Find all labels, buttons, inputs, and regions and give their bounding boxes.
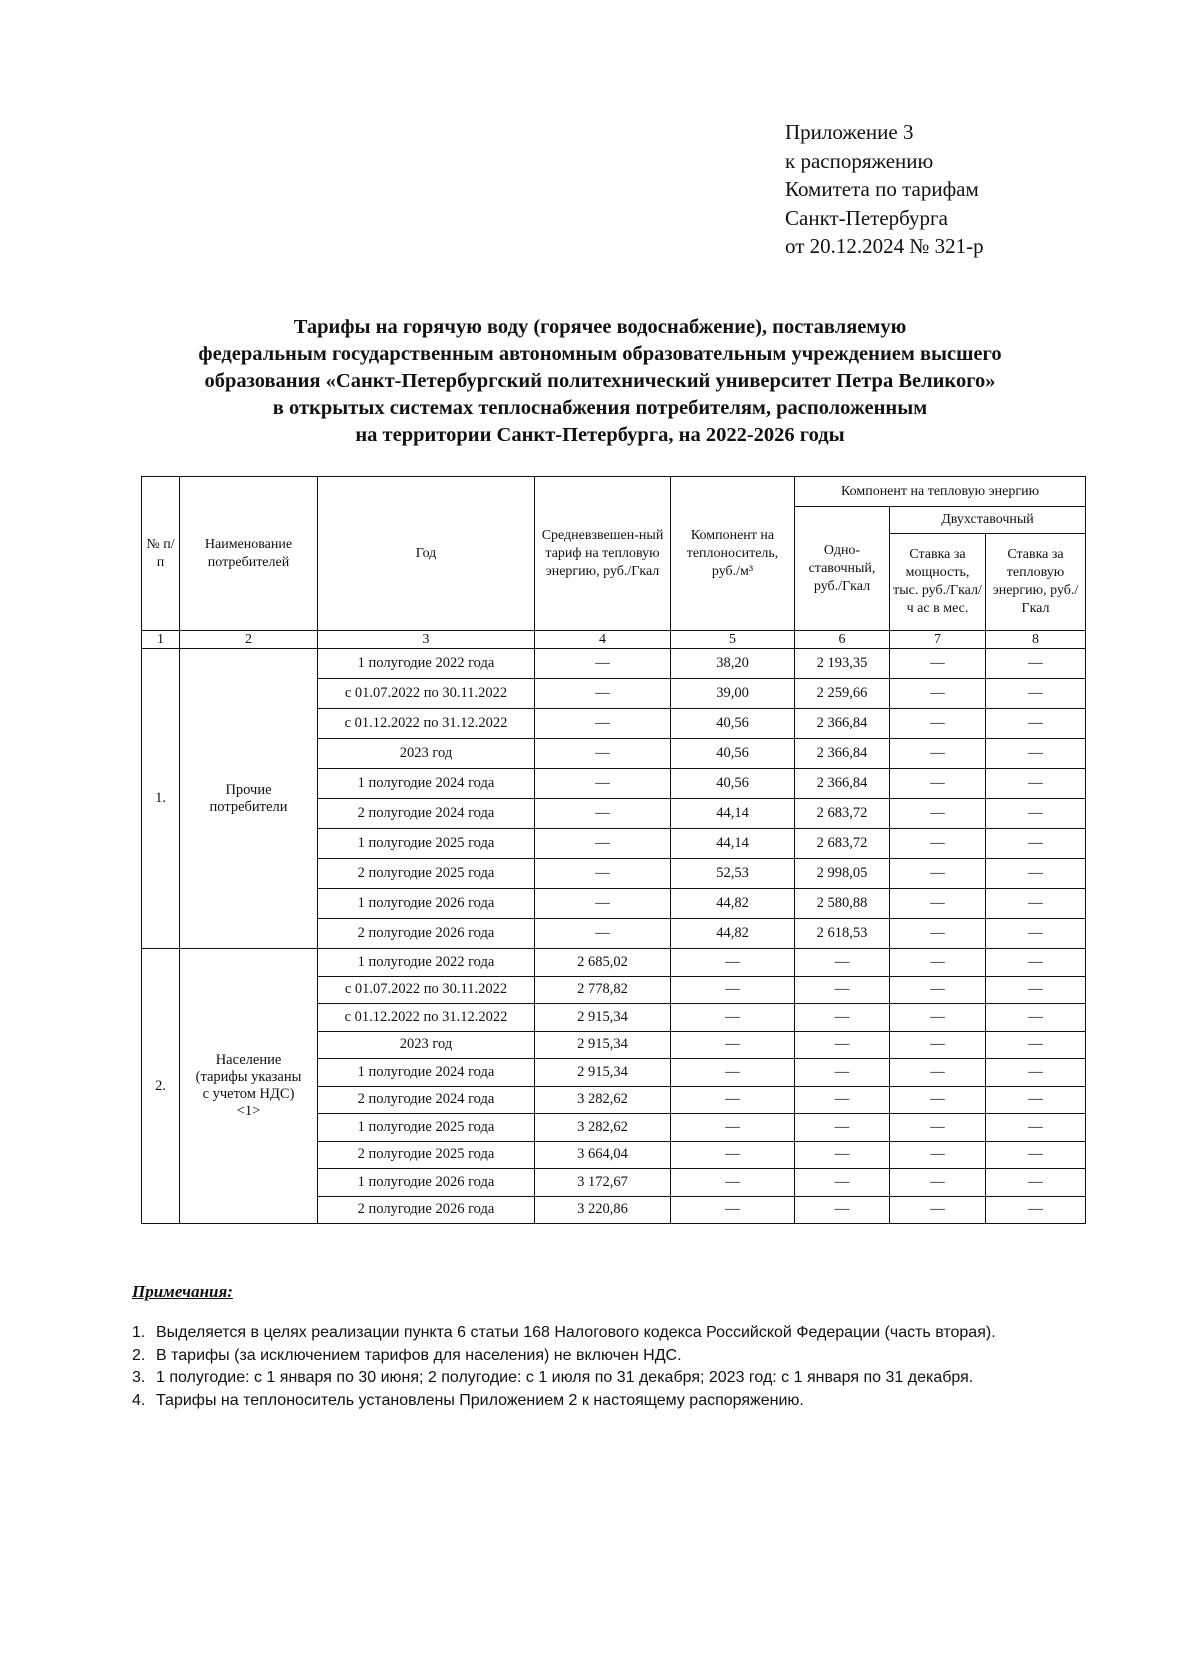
period-cell: 2 полугодие 2025 года [318,859,535,889]
period-cell: 1 полугодие 2022 года [318,949,535,977]
carrier-cell: — [671,976,795,1004]
consumer-name-cell: Прочие потребители [180,649,318,949]
carrier-cell: 40,56 [671,739,795,769]
note-number: 4. [132,1391,146,1409]
capacity-rate-cell: — [890,1059,986,1087]
period-cell: с 01.12.2022 по 31.12.2022 [318,1004,535,1032]
notes-list [132,1322,996,1412]
capacity-rate-cell: — [890,1141,986,1169]
capacity-rate-cell: — [890,769,986,799]
capacity-rate-cell: — [890,799,986,829]
table-row [142,949,1086,977]
period-cell: с 01.07.2022 по 30.11.2022 [318,976,535,1004]
avg-tariff-cell: — [535,829,671,859]
header-carrier: Компонент на теплоноситель, руб./м³ [671,477,795,631]
avg-tariff-cell: — [535,889,671,919]
col-number: 5 [671,631,795,649]
single-rate-cell: — [795,1141,890,1169]
header-thermal-component: Компонент на тепловую энергию [795,477,1086,507]
energy-rate-cell: — [986,679,1086,709]
capacity-rate-cell: — [890,859,986,889]
avg-tariff-cell: — [535,649,671,679]
energy-rate-cell: — [986,859,1086,889]
capacity-rate-cell: — [890,949,986,977]
header-capacity-rate: Ставка за мощность, тыс. руб./Гкал/ч ас в мес. [890,534,986,631]
energy-rate-cell: — [986,1196,1086,1224]
carrier-cell: — [671,1031,795,1059]
capacity-rate-cell: — [890,889,986,919]
col-number: 8 [986,631,1086,649]
single-rate-cell: 2 366,84 [795,739,890,769]
single-rate-cell: 2 366,84 [795,709,890,739]
avg-tariff-cell: 2 915,34 [535,1031,671,1059]
energy-rate-cell: — [986,889,1086,919]
single-rate-cell: 2 683,72 [795,799,890,829]
energy-rate-cell: — [986,709,1086,739]
avg-tariff-cell: 2 915,34 [535,1004,671,1032]
energy-rate-cell: — [986,769,1086,799]
single-rate-cell: 2 259,66 [795,679,890,709]
note-item [132,1345,996,1368]
title-line: Тарифы на горячую воду (горячее водоснабжение), поставляемую [293,316,907,338]
period-cell: с 01.07.2022 по 30.11.2022 [318,679,535,709]
column-number-row [142,631,1086,649]
period-cell: 1 полугодие 2026 года [318,1169,535,1197]
note-item [132,1390,996,1413]
avg-tariff-cell: 3 664,04 [535,1141,671,1169]
col-number: 1 [142,631,180,649]
energy-rate-cell: — [986,949,1086,977]
single-rate-cell: — [795,1086,890,1114]
carrier-cell: 39,00 [671,679,795,709]
energy-rate-cell: — [986,649,1086,679]
single-rate-cell: — [795,1196,890,1224]
carrier-cell: 38,20 [671,649,795,679]
capacity-rate-cell: — [890,739,986,769]
single-rate-cell: — [795,1004,890,1032]
period-cell: 1 полугодие 2025 года [318,829,535,859]
avg-tariff-cell: 2 915,34 [535,1059,671,1087]
appendix-line: Приложение 3 [785,120,914,144]
header-single-rate: Одно-ставочный, руб./Гкал [795,507,890,631]
carrier-cell: — [671,1196,795,1224]
appendix-line: Санкт-Петербурга [785,205,948,230]
carrier-cell: — [671,1004,795,1032]
period-cell: 2023 год [318,739,535,769]
note-item [132,1367,996,1390]
carrier-cell: 44,14 [671,829,795,859]
energy-rate-cell: — [986,799,1086,829]
single-rate-cell: 2 366,84 [795,769,890,799]
period-cell: 1 полугодие 2024 года [318,1059,535,1087]
note-number: 2. [132,1346,146,1364]
single-rate-cell: — [795,1169,890,1197]
header-consumer: Наименование потребителей [180,477,318,631]
note-item [132,1322,996,1345]
period-cell: 1 полугодие 2026 года [318,889,535,919]
carrier-cell: — [671,1059,795,1087]
appendix-line: к распоряжению [785,148,934,173]
group-number-cell: 2. [142,949,180,1224]
period-cell: 2 полугодие 2024 года [318,799,535,829]
capacity-rate-cell: — [890,679,986,709]
note-number: 3. [132,1369,146,1386]
energy-rate-cell: — [986,976,1086,1004]
carrier-cell: — [671,949,795,977]
energy-rate-cell: — [986,1031,1086,1059]
single-rate-cell: — [795,949,890,977]
avg-tariff-cell: — [535,679,671,709]
tariffs-table [141,476,1086,1224]
note-text: Тарифы на теплоноситель установлены Приложением 2 к настоящему распоряжению. [156,1391,804,1409]
avg-tariff-cell: 3 172,67 [535,1169,671,1197]
note-text: Выделяется в целях реализации пункта 6 статьи 168 Налогового кодекса Российской Федерации (часть вторая). [156,1324,996,1341]
col-number: 7 [890,631,986,649]
period-cell: 1 полугодие 2025 года [318,1114,535,1142]
capacity-rate-cell: — [890,1086,986,1114]
energy-rate-cell: — [986,739,1086,769]
energy-rate-cell: — [986,1141,1086,1169]
period-cell: 2 полугодие 2024 года [318,1086,535,1114]
col-number: 2 [180,631,318,649]
header-two-rate: Двухставочный [890,507,1086,534]
title-line: в открытых системах теплоснабжения потребителям, расположенным [272,397,928,419]
group-number-cell: 1. [142,649,180,949]
energy-rate-cell: — [986,1114,1086,1142]
energy-rate-cell: — [986,1086,1086,1114]
col-number: 4 [535,631,671,649]
capacity-rate-cell: — [890,976,986,1004]
avg-tariff-cell: 2 778,82 [535,976,671,1004]
appendix-block [785,118,984,261]
consumer-name-cell: Население (тарифы указаны с учетом НДС) <1> [180,949,318,1224]
appendix-line: от 20.12.2024 № 321-р [785,234,984,258]
period-cell: 2 полугодие 2026 года [318,919,535,949]
avg-tariff-cell: 3 282,62 [535,1114,671,1142]
carrier-cell: 40,56 [671,709,795,739]
capacity-rate-cell: — [890,1114,986,1142]
avg-tariff-cell: — [535,859,671,889]
avg-tariff-cell: — [535,919,671,949]
avg-tariff-cell: — [535,769,671,799]
carrier-cell: 52,53 [671,859,795,889]
period-cell: с 01.12.2022 по 31.12.2022 [318,709,535,739]
header-energy-rate: Ставка за тепловую энергию, руб./Гкал [986,534,1086,631]
energy-rate-cell: — [986,919,1086,949]
table-body [142,649,1086,1224]
period-cell: 2 полугодие 2025 года [318,1141,535,1169]
capacity-rate-cell: — [890,1004,986,1032]
capacity-rate-cell: — [890,1031,986,1059]
carrier-cell: — [671,1086,795,1114]
single-rate-cell: — [795,1031,890,1059]
period-cell: 2 полугодие 2026 года [318,1196,535,1224]
single-rate-cell: — [795,1059,890,1087]
energy-rate-cell: — [986,829,1086,859]
single-rate-cell: 2 683,72 [795,829,890,859]
carrier-cell: 44,82 [671,889,795,919]
energy-rate-cell: — [986,1169,1086,1197]
capacity-rate-cell: — [890,829,986,859]
carrier-cell: 44,14 [671,799,795,829]
carrier-cell: — [671,1141,795,1169]
capacity-rate-cell: — [890,919,986,949]
carrier-cell: — [671,1114,795,1142]
capacity-rate-cell: — [890,649,986,679]
col-number: 6 [795,631,890,649]
note-number: 1. [132,1324,146,1341]
carrier-cell: 44,82 [671,919,795,949]
appendix-line: Комитета по тарифам [785,177,979,201]
header-num: № п/п [142,477,180,631]
header-year: Год [318,477,535,631]
avg-tariff-cell: — [535,799,671,829]
table-row [142,649,1086,679]
energy-rate-cell: — [986,1059,1086,1087]
title-line: федеральным государственным автономным образовательным учреждением высшего [198,343,1002,365]
capacity-rate-cell: — [890,1169,986,1197]
energy-rate-cell: — [986,1004,1086,1032]
period-cell: 1 полугодие 2024 года [318,769,535,799]
carrier-cell: 40,56 [671,769,795,799]
single-rate-cell: — [795,1114,890,1142]
avg-tariff-cell: 3 282,62 [535,1086,671,1114]
single-rate-cell: 2 998,05 [795,859,890,889]
avg-tariff-cell: — [535,709,671,739]
avg-tariff-cell: 2 685,02 [535,949,671,977]
period-cell: 2023 год [318,1031,535,1059]
capacity-rate-cell: — [890,709,986,739]
single-rate-cell: 2 618,53 [795,919,890,949]
note-text: В тарифы (за исключением тарифов для населения) не включен НДС. [156,1346,682,1364]
period-cell: 1 полугодие 2022 года [318,649,535,679]
document-title [100,314,1100,449]
header-avg-tariff: Средневзвешен-ный тариф на тепловую энергию, руб./Гкал [535,477,671,631]
title-line: на территории Санкт-Петербурга, на 2022-2026 годы [355,424,845,446]
avg-tariff-cell: 3 220,86 [535,1196,671,1224]
notes-title: Примечания: [132,1282,233,1301]
avg-tariff-cell: — [535,739,671,769]
col-number: 3 [318,631,535,649]
carrier-cell: — [671,1169,795,1197]
single-rate-cell: 2 193,35 [795,649,890,679]
title-line: образования «Санкт-Петербургский политехнический университет Петра Великого» [204,370,996,392]
single-rate-cell: 2 580,88 [795,889,890,919]
note-text: 1 полугодие: с 1 января по 30 июня; 2 полугодие: с 1 июля по 31 декабря; 2023 год: с 1 января по 31 декабря. [156,1369,974,1386]
single-rate-cell: — [795,976,890,1004]
capacity-rate-cell: — [890,1196,986,1224]
